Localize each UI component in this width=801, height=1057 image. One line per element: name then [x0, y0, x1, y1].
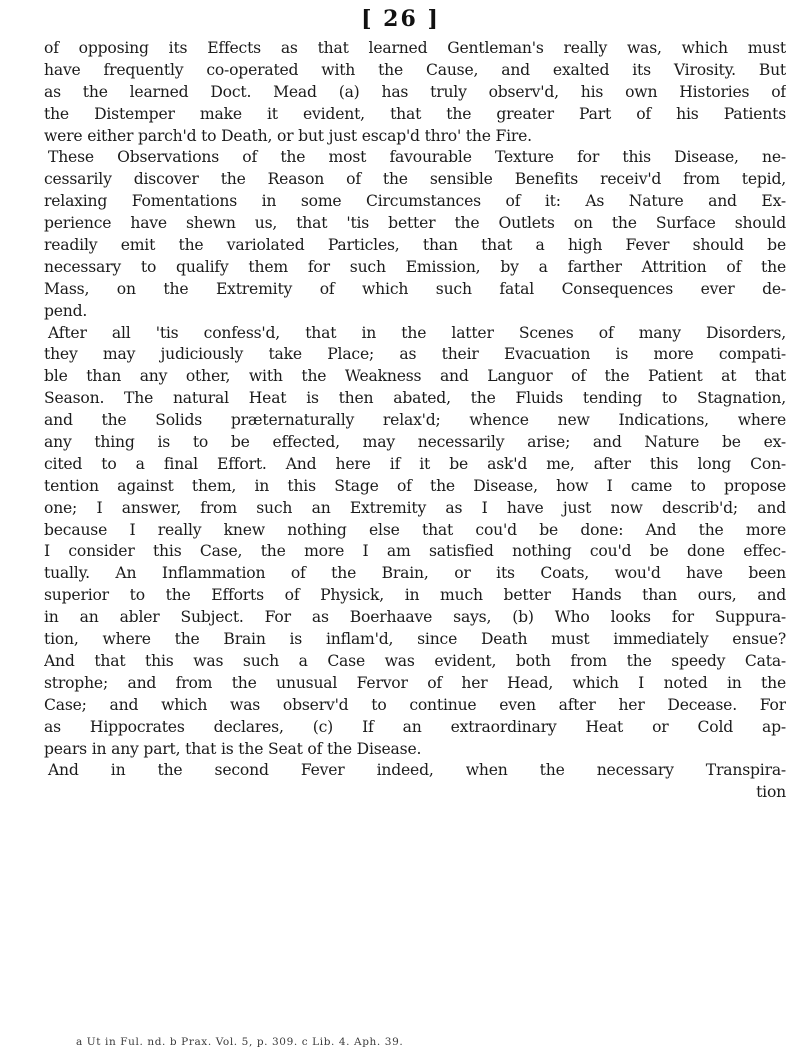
text-line: because I really knew nothing else that cou'd be done: And the more: [44, 520, 786, 539]
text-line: tion, where the Brain is inflam'd, since Death must immediately ensue?: [44, 630, 786, 649]
text-line: ble than any other, with the Weakness and Languor of the Patient at that: [44, 367, 786, 386]
text-line: relaxing Fomentations in some Circumstances of it: As Nature and Ex-: [44, 192, 786, 211]
text-line: tention against them, in this Stage of the Disease, how I came to propose: [44, 476, 786, 495]
text-line: These Observations of the most favourable Texture for this Disease, ne-: [48, 148, 786, 167]
text-line: strophe; and from the unusual Fervor of her Head, which I noted in the: [44, 673, 786, 692]
text-line: Season. The natural Heat is then abated, the Fluids tending to Stagnation,: [44, 389, 786, 408]
text-line: Case; and which was observ'd to continue even after her Decease. For: [44, 695, 786, 714]
text-line: superior to the Efforts of Physick, in much better Hands than ours, and: [44, 586, 786, 605]
text-line: I consider this Case, the more I am satisfied nothing cou'd be done effec-: [44, 542, 786, 561]
text-line: as Hippocrates declares, (c) If an extraordinary Heat or Cold ap-: [44, 717, 786, 736]
body-text: [44, 38, 786, 804]
text-line: necessary to qualify them for such Emission, by a farther Attrition of the: [44, 257, 786, 276]
text-line: tually. An Inflammation of the Brain, or its Coats, wou'd have been: [44, 564, 786, 583]
text-line: were either parch'd to Death, or but just escap'd thro' the Fire.: [44, 126, 532, 145]
text-line: any thing is to be effected, may necessarily arise; and Nature be ex-: [44, 433, 786, 452]
text-line: in an abler Subject. For as Boerhaave says, (b) Who looks for Suppura-: [44, 608, 786, 627]
text-line: the Distemper make it evident, that the greater Part of his Patients: [44, 104, 786, 123]
page-number: [ 26 ]: [361, 6, 440, 32]
text-line: After all 'tis confess'd, that in the latter Scenes of many Disorders,: [48, 323, 786, 342]
footnotes: a Ut in Ful. nd. b Prax. Vol. 5, p. 309. c Lib. 4. Aph. 39.: [76, 1036, 404, 1048]
text-line: readily emit the variolated Particles, than that a high Fever should be: [44, 236, 786, 255]
text-line: as the learned Doct. Mead (a) has truly observ'd, his own Histories of: [44, 82, 786, 101]
text-line: cessarily discover the Reason of the sensible Benefits receiv'd from tepid,: [44, 170, 786, 189]
catchword: tion: [756, 783, 786, 802]
text-line: pend.: [44, 301, 88, 320]
text-line: and the Solids præternaturally relax'd; whence new Indications, where: [44, 411, 786, 430]
text-line: pears in any part, that is the Seat of the Disease.: [44, 739, 422, 758]
text-line: one; I answer, from such an Extremity as I have just now describ'd; and: [44, 498, 786, 517]
text-line: cited to a final Effort. And here if it be ask'd me, after this long Con-: [44, 454, 786, 473]
text-line: they may judiciously take Place; as their Evacuation is more compati-: [44, 345, 786, 364]
text-line: perience have shewn us, that 'tis better the Outlets on the Surface should: [44, 214, 786, 233]
text-line: have frequently co-operated with the Cause, and exalted its Virosity. But: [44, 60, 786, 79]
text-line: of opposing its Effects as that learned Gentleman's really was, which must: [44, 39, 786, 57]
text-line: And that this was such a Case was evident, both from the speedy Cata-: [44, 651, 786, 670]
text-line: Mass, on the Extremity of which such fatal Consequences ever de-: [44, 279, 786, 298]
text-line: And in the second Fever indeed, when the necessary Transpira-: [48, 761, 786, 780]
